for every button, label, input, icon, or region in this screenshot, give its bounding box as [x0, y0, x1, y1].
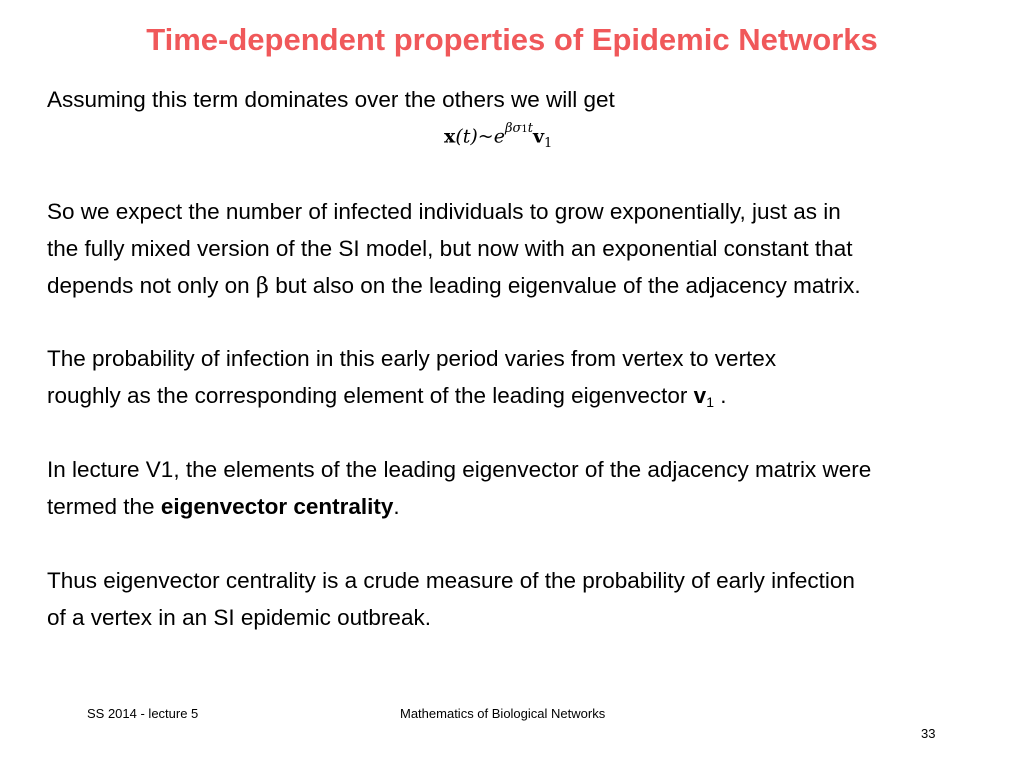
footer-course: SS 2014 - lecture 5: [87, 706, 199, 721]
paragraph-conclusion: [47, 562, 855, 636]
formula-tilde: ~: [477, 125, 494, 148]
paragraph-lecture-line-2-start: termed the: [47, 494, 161, 519]
paragraph-growth-line-1: So we expect the number of infected individuals to grow exponentially, just as in: [47, 199, 841, 224]
paragraph-growth-line-2: the fully mixed version of the SI model, but now with an exponential constant that: [47, 236, 853, 261]
paragraph-lecture-line-2-end: .: [393, 494, 400, 519]
eigenvector-centrality-term: eigenvector centrality: [160, 494, 394, 519]
formula-exponent-t: t: [527, 121, 533, 136]
paragraph-lecture-line-2: [47, 488, 871, 525]
formula-e: e: [493, 125, 505, 148]
paragraph-growth-line-3-start: depends not only on: [47, 273, 256, 298]
formula-x: x: [444, 125, 456, 148]
paragraph-probability: [47, 340, 776, 421]
paragraph-probability-line-1: The probability of infection in this early period varies from vertex to vertex: [47, 346, 777, 371]
paragraph-probability-line-2-end: .: [713, 383, 727, 408]
slide-title: Time-dependent properties of Epidemic Networks: [146, 22, 878, 57]
paragraph-lecture: [47, 451, 871, 525]
paragraph-growth-line-3: [47, 267, 861, 305]
paragraph-conclusion-line-2: of a vertex in an SI epidemic outbreak.: [47, 605, 431, 630]
beta-symbol: β: [255, 273, 269, 299]
footer-title: Mathematics of Biological Networks: [400, 706, 606, 721]
eigenvector-symbol: v: [693, 383, 707, 408]
paragraph-probability-line-2: [47, 377, 776, 421]
paragraph-probability-line-2-start: roughly as the corresponding element of the leading eigenvector: [47, 383, 694, 408]
formula-exponent: [505, 121, 533, 136]
formula-v-sub: 1: [544, 136, 553, 152]
formula-paren-t: (t): [455, 125, 478, 148]
paragraph-lecture-line-1: In lecture V1, the elements of the leading eigenvector of the adjacency matrix were: [47, 457, 872, 482]
formula-exponent-sub: 1: [521, 124, 528, 135]
paragraph-growth-line-3-end: but also on the leading eigenvalue of the adjacency matrix.: [268, 273, 861, 298]
intro-line: Assuming this term dominates over the others we will get: [47, 87, 615, 112]
eigenvector-subscript: 1: [706, 394, 714, 410]
intro-text: [47, 81, 615, 118]
paragraph-conclusion-line-1: Thus eigenvector centrality is a crude measure of the probability of early infection: [47, 568, 855, 593]
growth-formula: [444, 121, 553, 152]
formula-exponent-main: βσ: [504, 121, 522, 136]
paragraph-growth: [47, 193, 861, 305]
formula-v: v: [532, 125, 545, 148]
page-number: 33: [921, 726, 936, 741]
